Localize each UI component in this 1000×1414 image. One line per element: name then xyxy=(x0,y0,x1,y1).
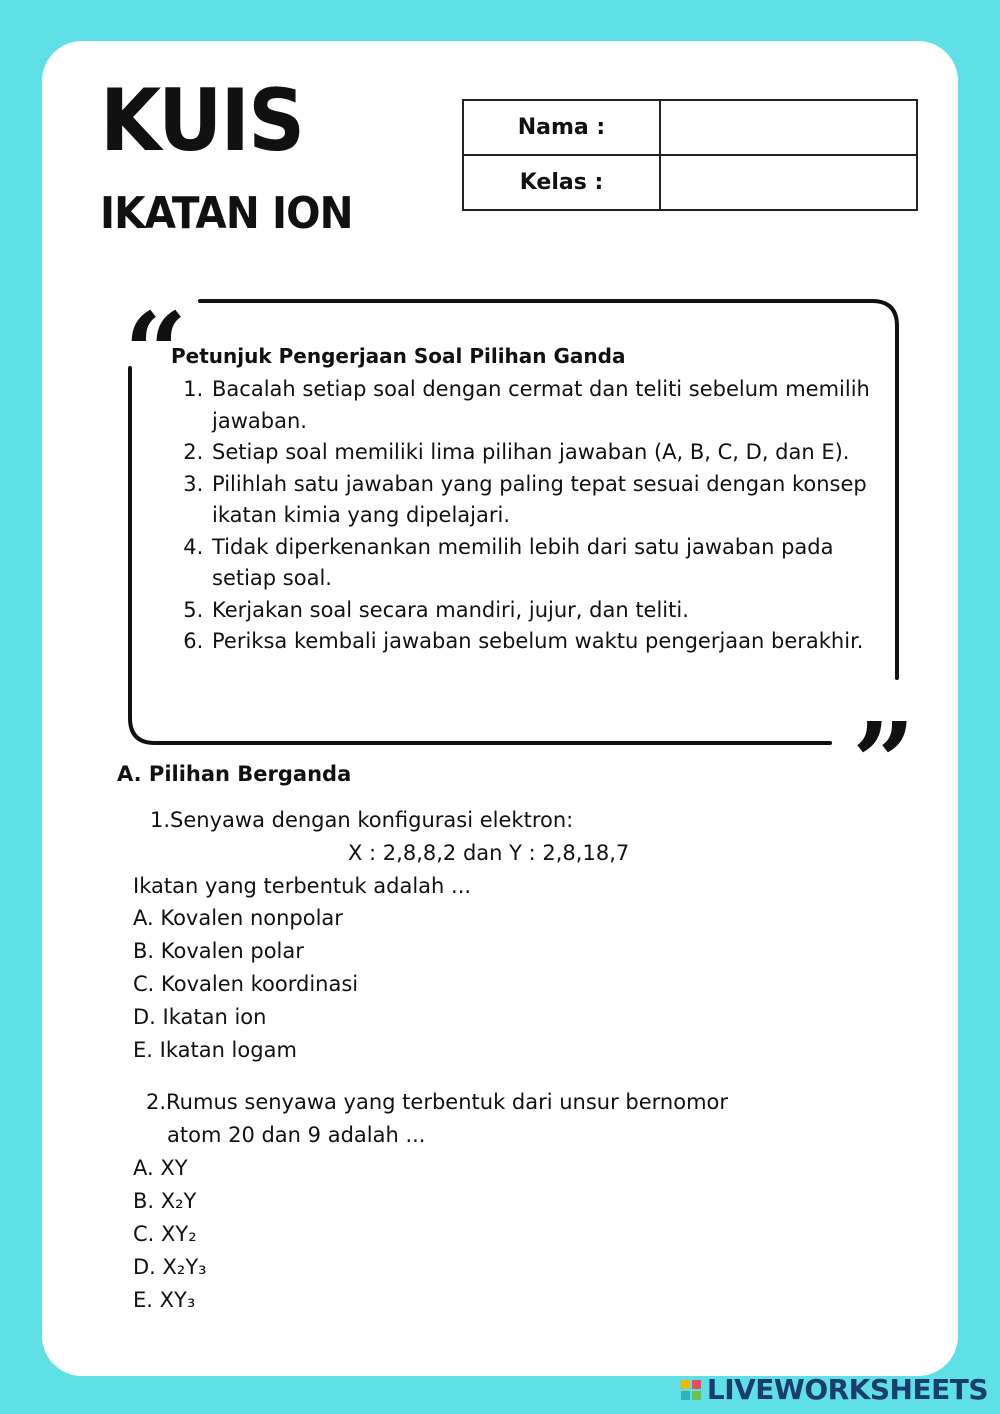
open-quote-icon xyxy=(124,298,187,348)
liveworksheets-logo-icon xyxy=(681,1380,701,1400)
section-title: A. Pilihan Berganda xyxy=(117,762,352,786)
identity-table xyxy=(462,99,918,211)
answer-option[interactable]: D. X₂Y₃ xyxy=(133,1255,207,1279)
question-2-stem xyxy=(146,1086,826,1152)
instruction-item: 5. Kerjakan soal secara mandiri, jujur, dan teliti. xyxy=(210,595,900,627)
close-quote-icon xyxy=(852,708,915,758)
answer-option[interactable]: B. X₂Y xyxy=(133,1189,197,1213)
answer-option[interactable]: D. Ikatan ion xyxy=(133,1005,267,1029)
answer-option[interactable]: E. XY₃ xyxy=(133,1288,196,1312)
instruction-item: 6. Periksa kembali jawaban sebelum waktu pengerjaan berakhir. xyxy=(210,626,900,658)
instructions-title: Petunjuk Pengerjaan Soal Pilihan Ganda xyxy=(171,344,626,368)
question-1-options xyxy=(133,902,358,1067)
answer-option[interactable]: E. Ikatan logam xyxy=(133,1038,297,1062)
class-field[interactable] xyxy=(660,155,917,210)
question-2-stem-line1: 2.Rumus senyawa yang terbentuk dari unsur bernomor xyxy=(146,1090,729,1114)
liveworksheets-watermark xyxy=(681,1373,988,1406)
question-1-lead: Ikatan yang terbentuk adalah ... xyxy=(133,874,472,898)
question-1-formula: X : 2,8,8,2 dan Y : 2,8,18,7 xyxy=(348,841,630,865)
name-row xyxy=(463,100,917,155)
instruction-item: 2. Setiap soal memiliki lima pilihan jawaban (A, B, C, D, dan E). xyxy=(210,437,900,469)
page-subtitle: IKATAN ION xyxy=(100,188,353,239)
class-label: Kelas : xyxy=(463,155,660,210)
answer-option[interactable]: C. XY₂ xyxy=(133,1222,197,1246)
instruction-item: 1. Bacalah setiap soal dengan cermat dan teliti sebelum memilih jawaban. xyxy=(210,374,900,437)
answer-option[interactable]: A. XY xyxy=(133,1156,188,1180)
logo-square xyxy=(681,1380,690,1389)
answer-option[interactable]: A. Kovalen nonpolar xyxy=(133,906,343,930)
name-label: Nama : xyxy=(463,100,660,155)
question-2-stem-line2: atom 20 dan 9 adalah ... xyxy=(167,1123,426,1147)
logo-square xyxy=(692,1391,701,1400)
instruction-item: 4. Tidak diperkenankan memilih lebih dari satu jawaban pada setiap soal. xyxy=(210,532,900,595)
page-title: KUIS xyxy=(100,71,304,171)
question-1-stem: 1.Senyawa dengan konfigurasi elektron: xyxy=(150,808,574,832)
class-row xyxy=(463,155,917,210)
watermark-text: LIVEWORKSHEETS xyxy=(706,1373,988,1406)
instruction-item: 3. Pilihlah satu jawaban yang paling tepat sesuai dengan konsep ikatan kimia yang dipelajari. xyxy=(210,469,900,532)
name-field[interactable] xyxy=(660,100,917,155)
instructions-list xyxy=(170,374,900,658)
answer-option[interactable]: B. Kovalen polar xyxy=(133,939,304,963)
logo-square xyxy=(681,1391,690,1400)
question-2-options xyxy=(133,1152,207,1317)
answer-option[interactable]: C. Kovalen koordinasi xyxy=(133,972,359,996)
logo-square xyxy=(692,1380,701,1389)
